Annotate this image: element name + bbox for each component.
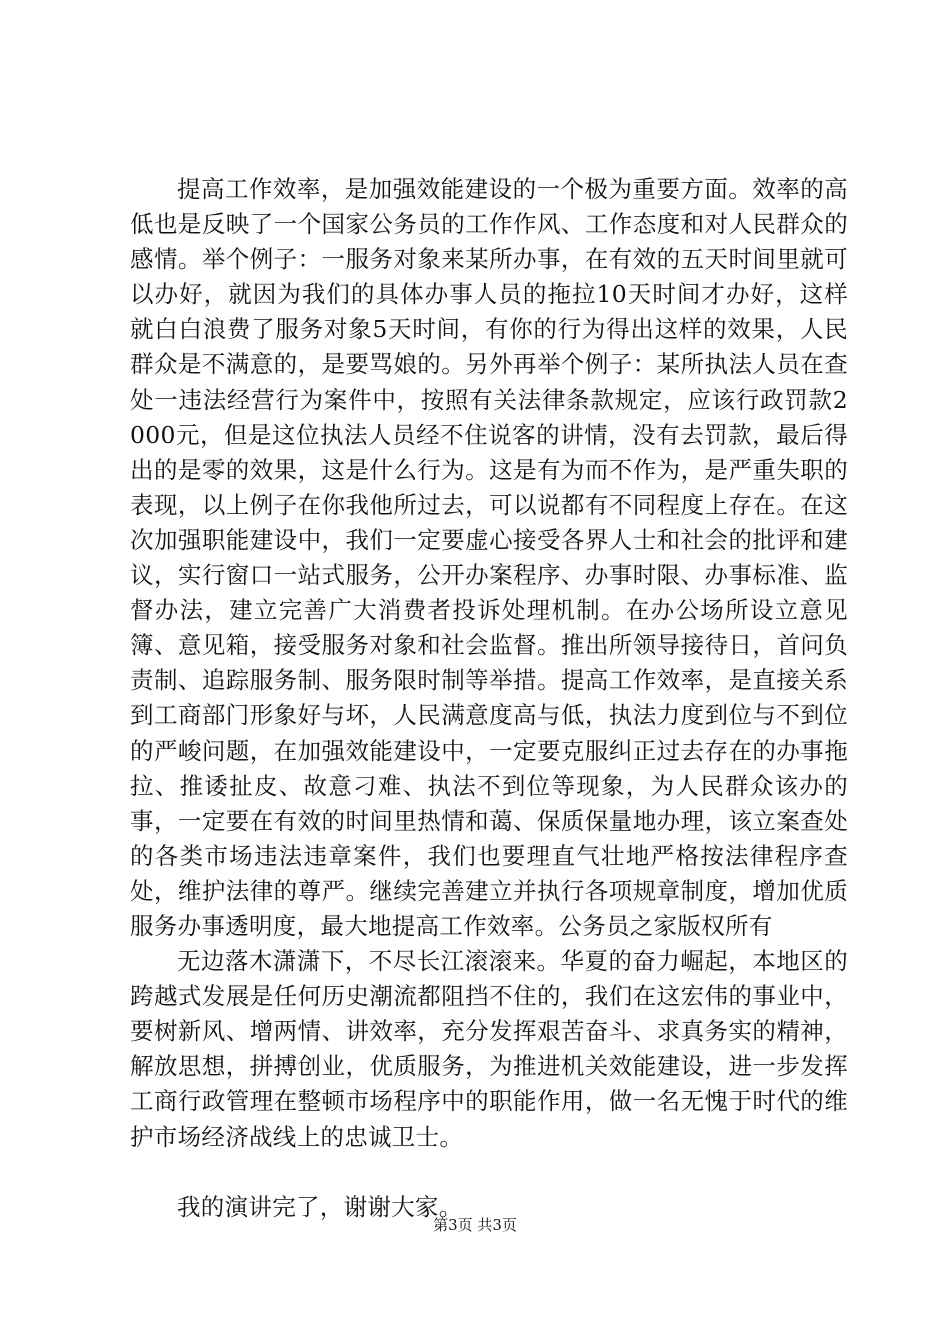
paragraph-efficiency: 提高工作效率，是加强效能建设的一个极为重要方面。效率的高低也是反映了一个国家公务员的工作作风、工作态度和对人民群众的感情。举个例子：一服务对象来某所办事，在有效的五天时间里就可以办好，就因为我们的具体办事人员的拖拉10天时间才办好，这样就白白浪费了服务对象5天时间，有你的行为得出这样的效果，人民群众是不满意的，是要骂娘的。另外再举个例子：某所执法人员在查处一违法经营行为案件中，按照有关法律条款规定，应该行政罚款2000元，但是这位执法人员经不住说客的讲情，没有去罚款，最后得出的是零的效果，这是什么行为。这是有为而不作为，是严重失职的表现，以上例子在你我他所过去，可以说都有不同程度上存在。在这次加强职能建设中，我们一定要虚心接受各界人士和社会的批评和建议，实行窗口一站式服务，公开办案程序、办事时限、办事标准、监督办法，建立完善广大消费者投诉处理机制。在办公场所设立意见簿、意见箱，接受服务对象和社会监督。推出所领导接待日，首问负责制、追踪服务制、服务限时制等举措。提高工作效率，是直接关系到工商部门形象好与坏，人民满意度高与低，执法力度到位与不到位的严峻问题，在加强效能建设中，一定要克服纠正过去存在的办事拖拉、推诿扯皮、故意刁难、执法不到位等现象，为人民群众该办的事，一定要在有效的时间里热情和蔼、保质保量地办理，该立案查处的各类市场违法违章案件，我们也要理直气壮地严格按法律程序查处，维护法律的尊严。继续完善建立并执行各项规章制度，增加优质服务办事透明度，最大地提高工作效率。公务员之家版权所有 xyxy=(130,175,848,940)
paragraph-closing: 我的演讲完了，谢谢大家。 xyxy=(177,1192,463,1221)
document-body xyxy=(130,172,848,1225)
paragraph-conclusion: 无边落木潇潇下，不尽长江滚滚来。华夏的奋力崛起，本地区的跨越式发展是任何历史潮流都阻挡不住的，我们在这宏伟的事业中，要树新风、增两情、讲效率，充分发挥艰苦奋斗、求真务实的精神，解放思想，拼搏创业，优质服务，为推进机关效能建设，进一步发挥工商行政管理在整顿市场程序中的职能作用，做一名无愧于时代的维护市场经济战线上的忠诚卫士。 xyxy=(130,947,848,1151)
page-number-footer: 第3页 共3页 xyxy=(433,1216,517,1234)
